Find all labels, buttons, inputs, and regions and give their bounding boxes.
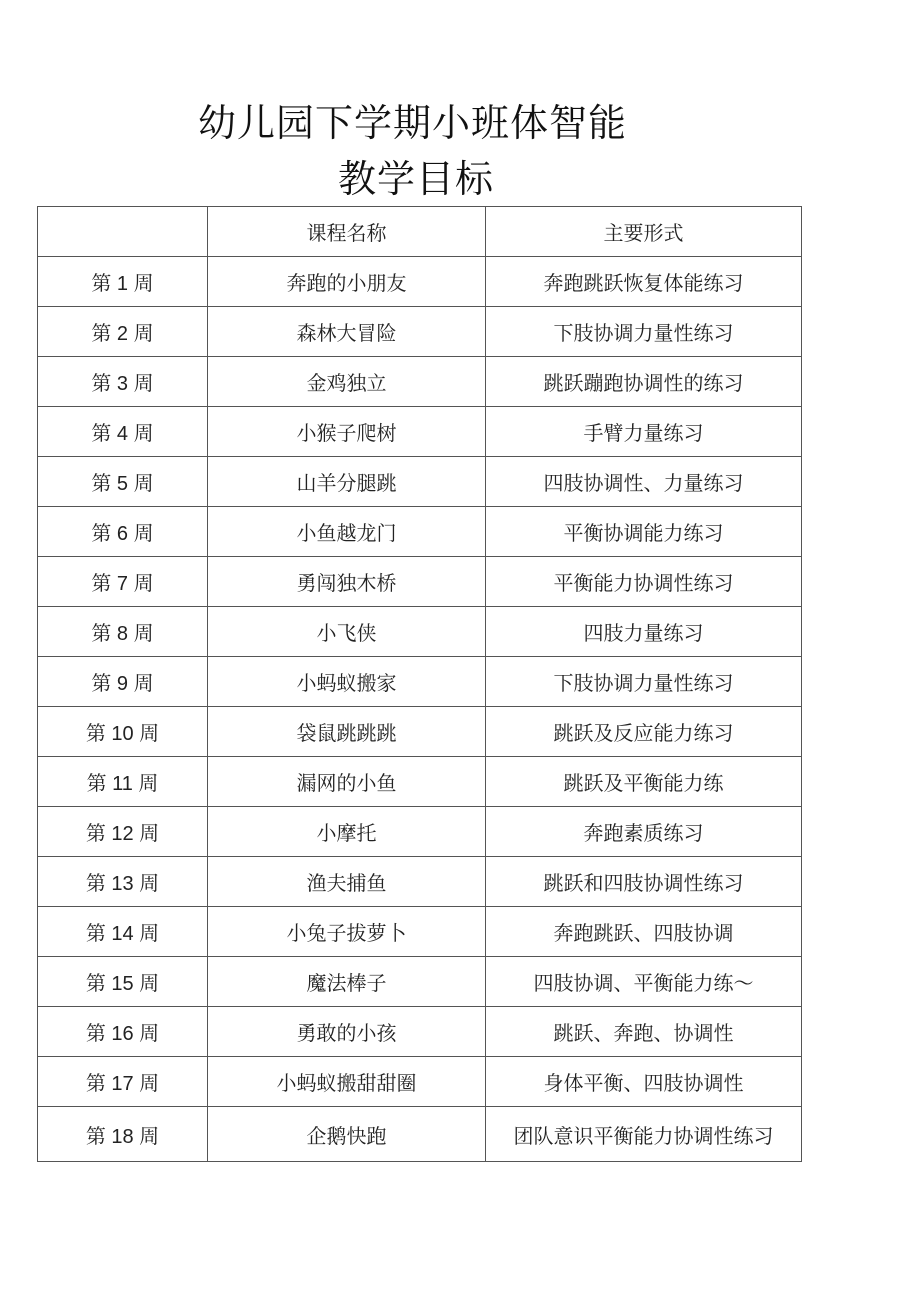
course-name-cell: 奔跑的小朋友: [208, 257, 486, 307]
course-name-cell: 小蚂蚁搬甜甜圈: [208, 1057, 486, 1107]
course-name-cell: 山羊分腿跳: [208, 457, 486, 507]
course-name-cell: 小摩托: [208, 807, 486, 857]
main-form-cell: 手臂力量练习: [486, 407, 802, 457]
week-cell: 第 11 周: [38, 757, 208, 807]
main-form-cell: 平衡能力协调性练习: [486, 557, 802, 607]
main-form-cell: 下肢协调力量性练习: [486, 307, 802, 357]
week-cell: 第 8 周: [38, 607, 208, 657]
main-form-cell: 下肢协调力量性练习: [486, 657, 802, 707]
course-name-cell: 勇闯独木桥: [208, 557, 486, 607]
course-name-cell: 小猴子爬树: [208, 407, 486, 457]
main-form-cell: 身体平衡、四肢协调性: [486, 1057, 802, 1107]
table-row: [38, 357, 802, 407]
week-cell: 第 17 周: [38, 1057, 208, 1107]
table-row: [38, 307, 802, 357]
header-main-form: 主要形式: [486, 207, 802, 257]
course-name-cell: 企鹅快跑: [208, 1107, 486, 1162]
table-header-row: [38, 207, 802, 257]
table-row: [38, 557, 802, 607]
main-form-cell: 团队意识平衡能力协调性练习: [486, 1107, 802, 1162]
table-row: [38, 1007, 802, 1057]
course-name-cell: 漏网的小鱼: [208, 757, 486, 807]
main-form-cell: 四肢力量练习: [486, 607, 802, 657]
week-cell: 第 10 周: [38, 707, 208, 757]
main-form-cell: 跳跃蹦跑协调性的练习: [486, 357, 802, 407]
main-form-cell: 跳跃、奔跑、协调性: [486, 1007, 802, 1057]
main-form-cell: 奔跑素质练习: [486, 807, 802, 857]
main-form-cell: 跳跃及反应能力练习: [486, 707, 802, 757]
header-course-name: 课程名称: [208, 207, 486, 257]
course-name-cell: 小飞侠: [208, 607, 486, 657]
week-cell: 第 1 周: [38, 257, 208, 307]
course-schedule-table: [37, 206, 802, 1162]
week-cell: 第 7 周: [38, 557, 208, 607]
main-form-cell: 跳跃和四肢协调性练习: [486, 857, 802, 907]
course-name-cell: 森林大冒险: [208, 307, 486, 357]
table-row: [38, 407, 802, 457]
week-cell: 第 12 周: [38, 807, 208, 857]
week-cell: 第 5 周: [38, 457, 208, 507]
main-form-cell: 平衡协调能力练习: [486, 507, 802, 557]
course-name-cell: 袋鼠跳跳跳: [208, 707, 486, 757]
page-title-line-2: 教学目标: [338, 157, 495, 201]
main-form-cell: 奔跑跳跃恢复体能练习: [486, 257, 802, 307]
table-row: [38, 757, 802, 807]
table-row: [38, 607, 802, 657]
table-row: [38, 707, 802, 757]
table-row: [38, 457, 802, 507]
week-cell: 第 2 周: [38, 307, 208, 357]
week-cell: 第 15 周: [38, 957, 208, 1007]
course-name-cell: 渔夫捕鱼: [208, 857, 486, 907]
course-name-cell: 小兔子拔萝卜: [208, 907, 486, 957]
week-cell: 第 9 周: [38, 657, 208, 707]
main-form-cell: 跳跃及平衡能力练: [486, 757, 802, 807]
course-name-cell: 金鸡独立: [208, 357, 486, 407]
table-row: [38, 257, 802, 307]
week-cell: 第 3 周: [38, 357, 208, 407]
table-row: [38, 807, 802, 857]
page-title-line-1: 幼儿园下学期小班体智能: [198, 101, 628, 145]
course-name-cell: 勇敢的小孩: [208, 1007, 486, 1057]
week-cell: 第 16 周: [38, 1007, 208, 1057]
week-cell: 第 18 周: [38, 1107, 208, 1162]
table-row: [38, 907, 802, 957]
header-week: [38, 207, 208, 257]
week-cell: 第 4 周: [38, 407, 208, 457]
week-cell: 第 14 周: [38, 907, 208, 957]
table-row: [38, 657, 802, 707]
table-row: [38, 507, 802, 557]
table-row: [38, 1107, 802, 1162]
main-form-cell: 奔跑跳跃、四肢协调: [486, 907, 802, 957]
week-cell: 第 13 周: [38, 857, 208, 907]
table-row: [38, 1057, 802, 1107]
table-row: [38, 857, 802, 907]
course-name-cell: 小鱼越龙门: [208, 507, 486, 557]
table-body: [38, 257, 802, 1162]
week-cell: 第 6 周: [38, 507, 208, 557]
main-form-cell: 四肢协调、平衡能力练～: [486, 957, 802, 1007]
main-form-cell: 四肢协调性、力量练习: [486, 457, 802, 507]
table-row: [38, 957, 802, 1007]
course-name-cell: 小蚂蚁搬家: [208, 657, 486, 707]
course-name-cell: 魔法棒子: [208, 957, 486, 1007]
